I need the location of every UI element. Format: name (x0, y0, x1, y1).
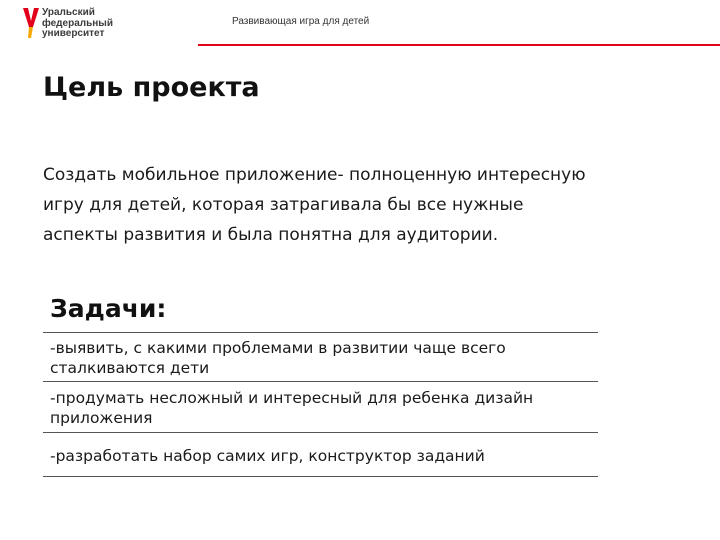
urfu-logo-icon (22, 7, 40, 39)
header-divider (198, 44, 720, 46)
task-divider (43, 432, 598, 433)
tasks-divider (43, 332, 598, 333)
university-logo (22, 7, 132, 41)
goal-text: Создать мобильное приложение- полноценную интересную игру для детей, которая затрагивала бы все нужные аспекты развития и была понятна для аудитории. (43, 165, 586, 245)
task-item: -продумать несложный и интересный для ребенка дизайн приложения (50, 389, 534, 427)
task-divider (43, 381, 598, 382)
page-title: Цель проекта (43, 72, 260, 103)
tasks-heading: Задачи: (50, 294, 167, 323)
logo-text: Уральский федеральный университет (42, 7, 113, 39)
task-item: -выявить, с какими проблемами в развитии чаще всего сталкиваются дети (50, 339, 506, 377)
task-divider (43, 476, 598, 477)
task-item: -разработать набор самих игр, конструктор заданий (50, 447, 485, 465)
header-caption: Развивающая игра для детей (232, 16, 370, 27)
